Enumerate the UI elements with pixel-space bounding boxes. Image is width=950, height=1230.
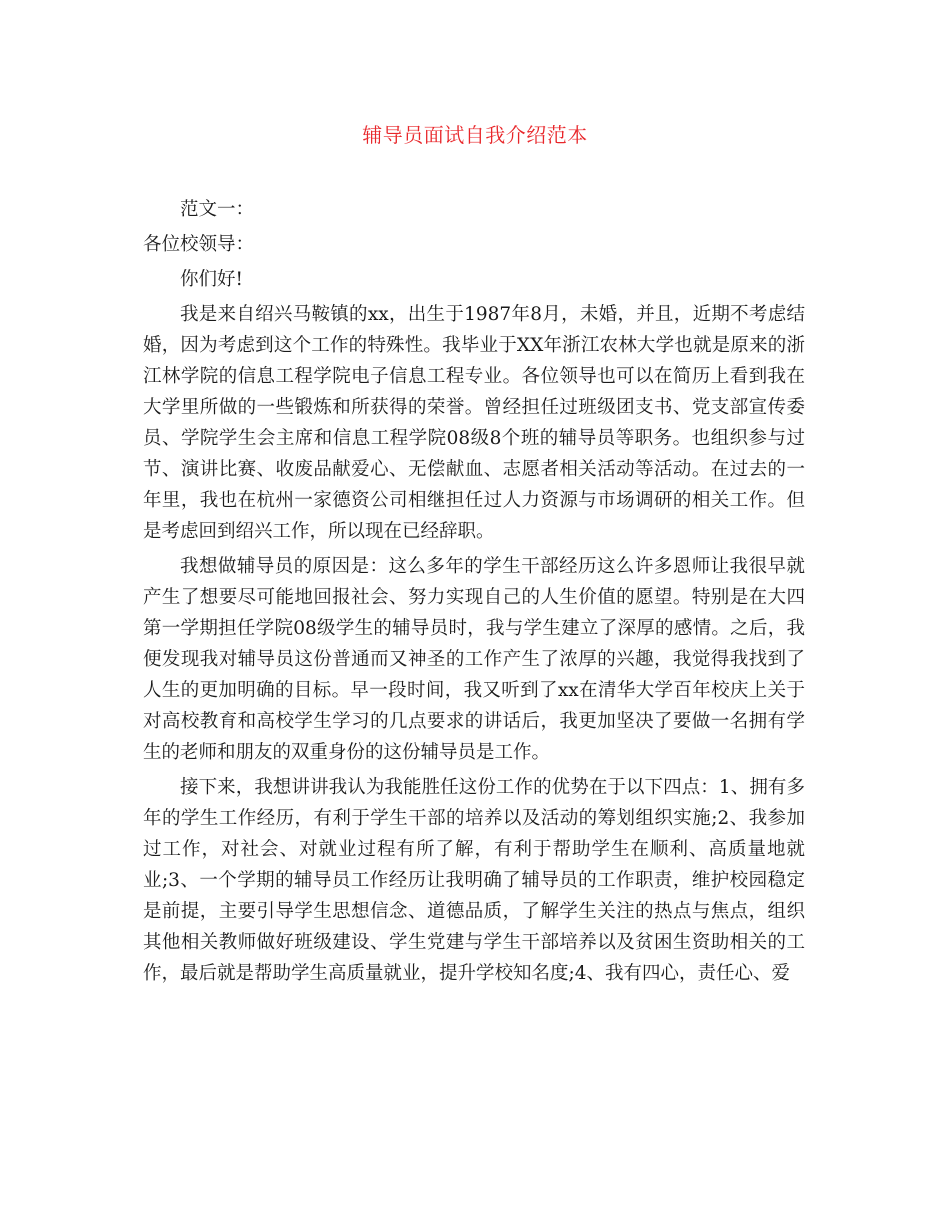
paragraph-salutation-label: 范文一： <box>180 199 255 220</box>
paragraph-background: 我是来自绍兴马鞍镇的xx，出生于1987年8月，未婚，并且，近期不考虑结婚，因为考虑到这个工作的特殊性。我毕业于XX年浙江农林大学也就是原来的浙江林学院的信息工程学院电子信息工程专业。各位领导也可以在简历上看到我在大学里所做的一些锻炼和所获得的荣誉。曾经担任过班级团支书、党支部宣传委员、学院学生会主席和信息工程学院08级8个班的辅导员等职务。也组织参与过节、演讲比赛、收废品献爱心、无偿献血、志愿者相关活动等活动。在过去的一年里，我也在杭州一家德资公司相继担任过人力资源与市场调研的相关工作。但是考虑回到绍兴工作，所以现在已经辞职。 <box>143 304 805 542</box>
paragraph-greeting: 你们好! <box>180 269 243 290</box>
paragraph-addressee: 各位校领导： <box>143 234 255 255</box>
paragraph-motivation: 我想做辅导员的原因是：这么多年的学生干部经历这么许多恩师让我很早就产生了想要尽可能地回报社会、努力实现自己的人生价值的愿望。特别是在大四第一学期担任学院08级学生的辅导员时，我与学生建立了深厚的感情。之后，我便发现我对辅导员这份普通而又神圣的工作产生了浓厚的兴趣，我觉得我找到了人生的更加明确的目标。早一段时间，我又听到了xx在清华大学百年校庆上关于对高校教育和高校学生学习的几点要求的讲话后，我更加坚决了要做一名拥有学生的老师和朋友的双重身份的这份辅导员是工作。 <box>143 556 805 763</box>
paragraph-strengths: 接下来，我想讲讲我认为我能胜任这份工作的优势在于以下四点：1、拥有多年的学生工作经历，有利于学生干部的培养以及活动的筹划组织实施;2、我参加过工作，对社会、对就业过程有所了解，有利于帮助学生在顺利、高质量地就业;3、一个学期的辅导员工作经历让我明确了辅导员的工作职责，维护校园稳定是前提，主要引导学生思想信念、道德品质，了解学生关注的热点与焦点，组织其他相关教师做好班级建设、学生党建与学生干部培养以及贫困生资助相关的工作，最后就是帮助学生高质量就业，提升学校知名度;4、我有四心，责任心、爱 <box>143 777 805 984</box>
document-title: 辅导员面试自我介绍范本 <box>362 123 588 147</box>
document-body <box>143 194 805 993</box>
